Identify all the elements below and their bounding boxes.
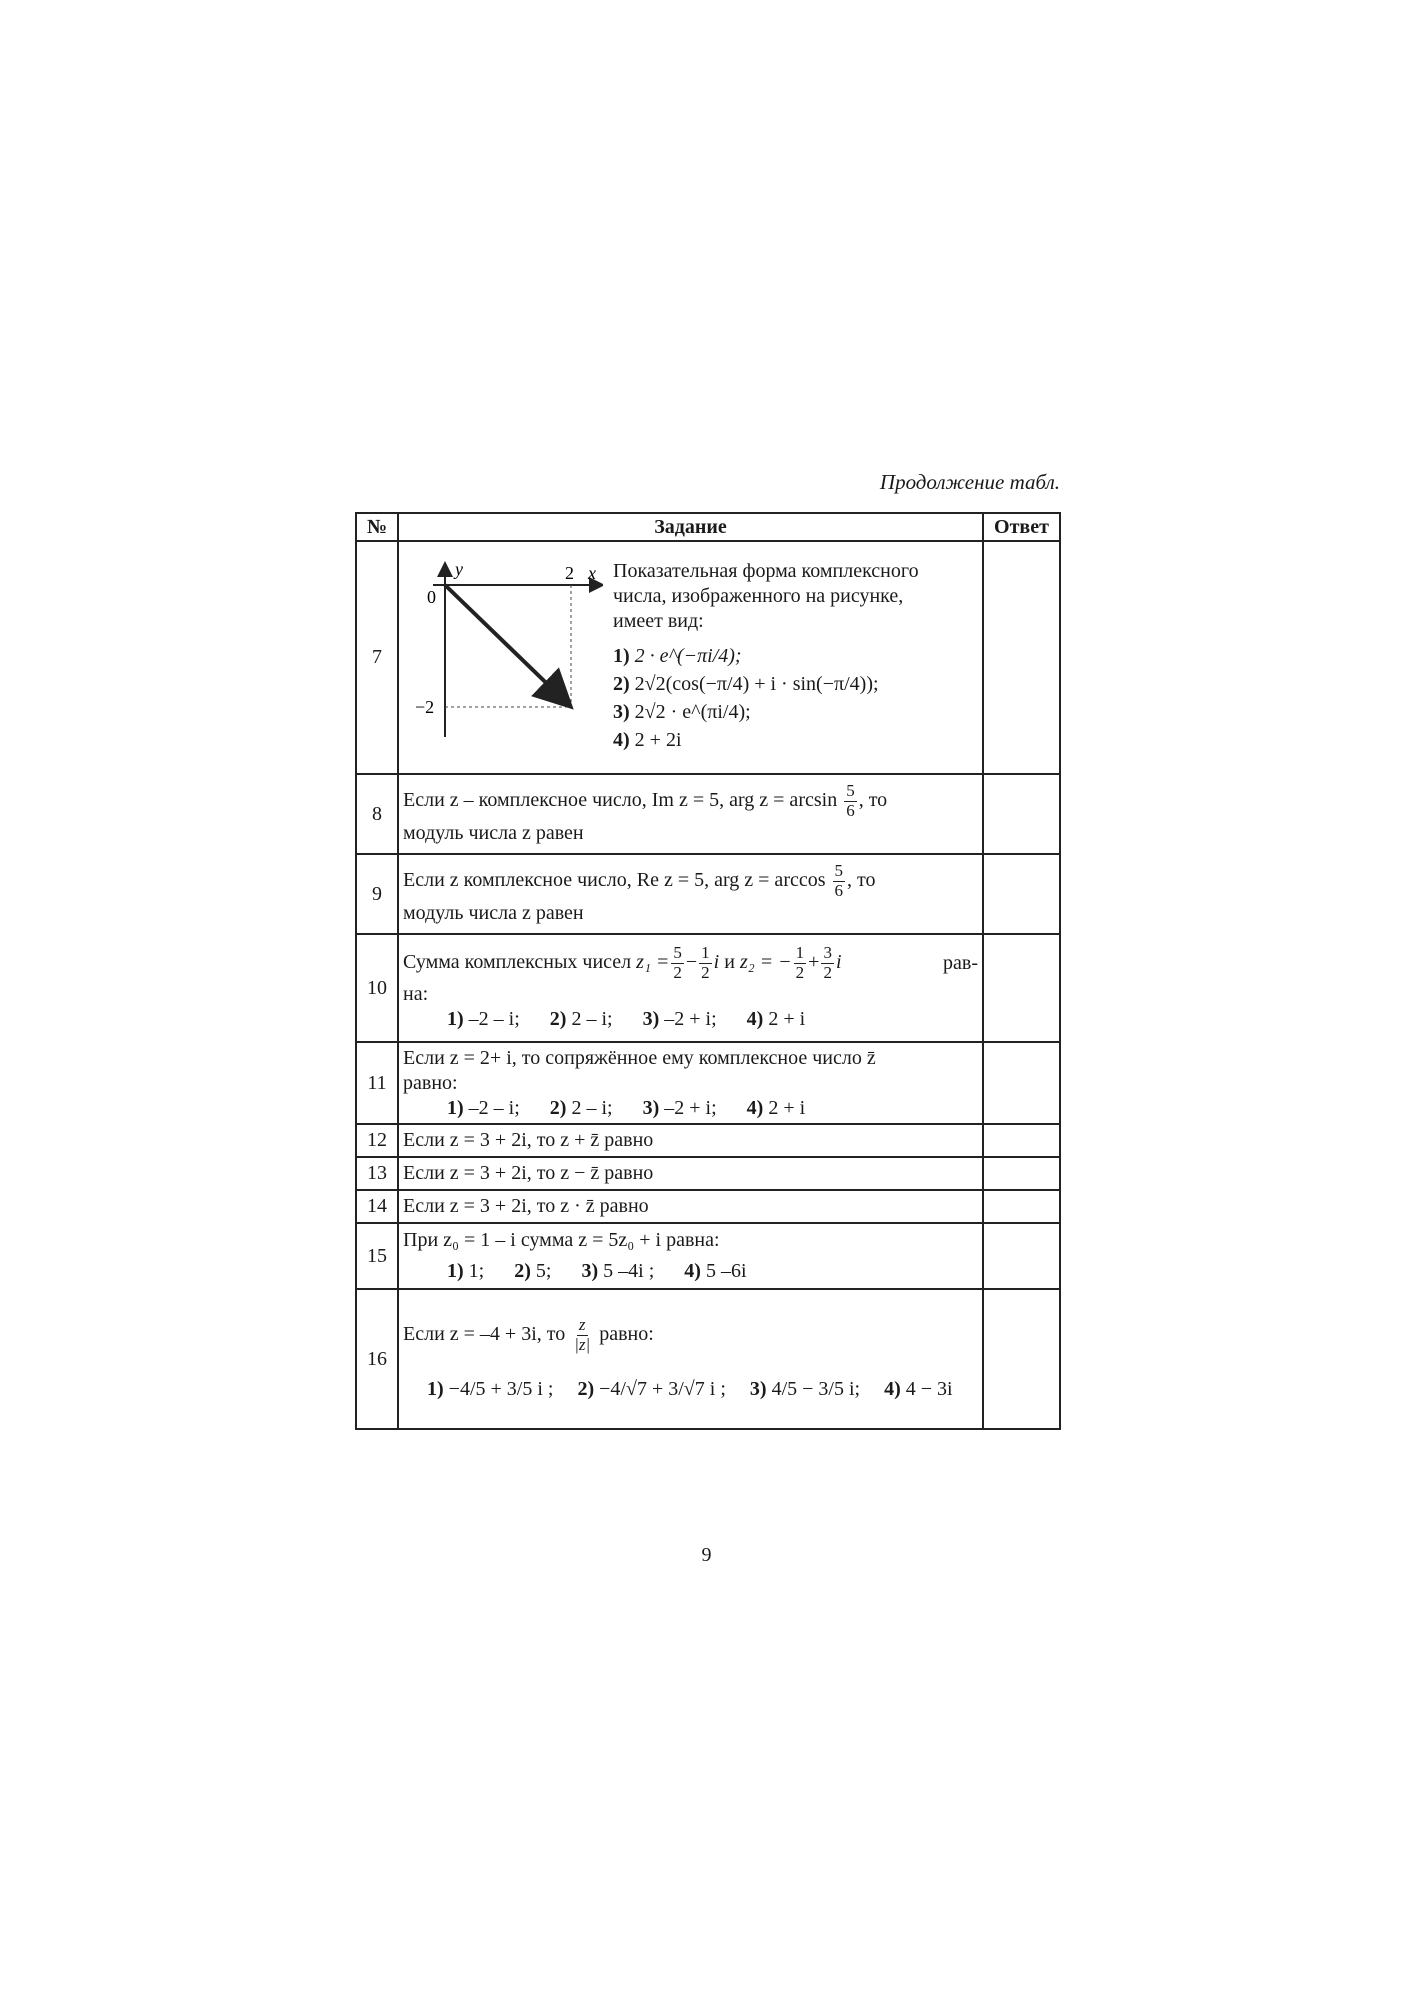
x-axis-label: x (588, 563, 596, 583)
row-number: 14 (356, 1190, 398, 1223)
row-number: 11 (356, 1042, 398, 1124)
y-tick-label: −2 (415, 697, 435, 717)
table-row (356, 1157, 1060, 1190)
header-task: Задание (398, 513, 983, 541)
row-number: 13 (356, 1157, 398, 1190)
fraction: $\frac{5}{6}$ (846, 781, 855, 820)
option-3: 3) 2√2 · e^(πi/4); (613, 701, 751, 723)
answer-cell[interactable] (983, 1190, 1060, 1223)
fraction: $\frac{5}{6}$ (834, 861, 844, 900)
table-row (356, 774, 1060, 854)
option-2: 2) 2√2(cos(−π/4) + i · sin(−π/4)); (613, 673, 879, 695)
option-4: 4) 2 + i (746, 1008, 806, 1031)
row-number: 10 (356, 934, 398, 1042)
task-cell: При z₀ = 1 – i сумма z = 5z₀ + i равна: 1) 1; 2) 5; 3) 5 –4i ; 4) 5 –6i (398, 1223, 983, 1289)
option-1: 1) 2 · e^(−πi/4); (613, 645, 742, 667)
vector-arrow (445, 585, 568, 704)
tasks-table (355, 512, 1061, 1430)
table-row (356, 541, 1060, 774)
option-3: 3) 4/5 − 3/5 i; (749, 1377, 861, 1400)
row-number: 16 (356, 1289, 398, 1429)
option-2: 2) 2 – i; (549, 1008, 613, 1031)
options-list (403, 1007, 978, 1032)
answer-cell[interactable] (983, 1157, 1060, 1190)
option-4: 4) 4 − 3i (884, 1377, 953, 1400)
options-list (403, 1377, 978, 1402)
options-list (613, 644, 933, 753)
page-number: 9 (701, 1544, 712, 1566)
task-cell: Если z комплексное число, Re z = 5, arg z = arccos $\frac{5}{6}$ , то модуль числа z равен (398, 854, 983, 934)
option-1: 1) –2 – i; (447, 1096, 520, 1119)
option-3: 3) –2 + i; (642, 1096, 717, 1119)
option-4: 4) 5 –6i (684, 1260, 747, 1282)
task-cell: Если z – комплексное число, Im z = 5, arg z = arcsin $\frac{5}{6}$ , то модуль числа z равен (398, 774, 983, 854)
answer-cell[interactable] (983, 774, 1060, 854)
options-list (403, 1259, 978, 1284)
complex-plane-figure (403, 559, 603, 739)
option-1: 1) –2 – i; (447, 1008, 520, 1031)
header-answer: Ответ (983, 513, 1060, 541)
answer-cell[interactable] (983, 854, 1060, 934)
answer-cell[interactable] (983, 1124, 1060, 1157)
table-header-row (356, 513, 1060, 541)
option-2: 2) −4/√7 + 3/√7 i ; (577, 1377, 726, 1400)
table-caption: Продолжение табл. (879, 470, 1060, 494)
task-cell: Если z = 3 + 2i, то z · z̄ равно (398, 1190, 983, 1223)
task-cell (398, 541, 983, 774)
option-4: 4) 2 + i (746, 1096, 806, 1119)
task-cell: Сумма комплексных чисел z₁ = $\frac{5}{2}$ − $\frac{1}{2}$ i и z₂ = − $\frac{1}{2}$ + $\frac{3}{2}$ i рав- на: 1) –2 – i; 2) 2 – i; 3) –2 + i; 4) 2 + i (398, 934, 983, 1042)
fraction: $\frac{z}{|z|}$ (574, 1315, 591, 1354)
option-2: 2) 5; (514, 1260, 552, 1282)
table-row (356, 854, 1060, 934)
header-num: № (356, 513, 398, 541)
option-2: 2) 2 – i; (549, 1096, 613, 1119)
row-number: 8 (356, 774, 398, 854)
answer-cell[interactable] (983, 1289, 1060, 1429)
origin-label: 0 (427, 587, 436, 607)
row-number: 9 (356, 854, 398, 934)
option-1: 1) −4/5 + 3/5 i ; (427, 1377, 554, 1400)
table-row (356, 1223, 1060, 1289)
answer-cell[interactable] (983, 1042, 1060, 1124)
table-row (356, 1190, 1060, 1223)
row-number: 15 (356, 1223, 398, 1289)
table-row (356, 1124, 1060, 1157)
task-cell: Если z = 2+ i, то сопряжённое ему комплексное число z̄ равно: 1) –2 – i; 2) 2 – i; 3) –2 + i; 4) 2 + i (398, 1042, 983, 1124)
option-3: 3) 5 –4i ; (581, 1260, 655, 1282)
answer-cell[interactable] (983, 934, 1060, 1042)
answer-cell[interactable] (983, 1223, 1060, 1289)
answer-cell[interactable] (983, 541, 1060, 774)
row-number: 7 (356, 541, 398, 774)
task-text: Показательная форма комплексного числа, изображенного на рисунке, имеет вид: (613, 560, 919, 632)
table-row (356, 1289, 1060, 1429)
table-row (356, 934, 1060, 1042)
task-cell: Если z = –4 + 3i, то $\frac{z}{|z|}$ равно: 1) −4/5 + 3/5 i ; 2) −4/√7 + 3/√7 i ; 3) 4/5 − 3/5 i; 4) 4 − 3i (398, 1289, 983, 1429)
task-cell: Если z = 3 + 2i, то z + z̄ равно (398, 1124, 983, 1157)
y-axis-label: y (455, 559, 463, 579)
row-number: 12 (356, 1124, 398, 1157)
option-1: 1) 1; (447, 1260, 485, 1282)
task-cell: Если z = 3 + 2i, то z − z̄ равно (398, 1157, 983, 1190)
options-list (403, 1096, 978, 1121)
table-row (356, 1042, 1060, 1124)
x-tick-label: 2 (565, 563, 574, 583)
option-4: 4) 2 + 2i (613, 729, 682, 751)
option-3: 3) –2 + i; (642, 1008, 717, 1031)
